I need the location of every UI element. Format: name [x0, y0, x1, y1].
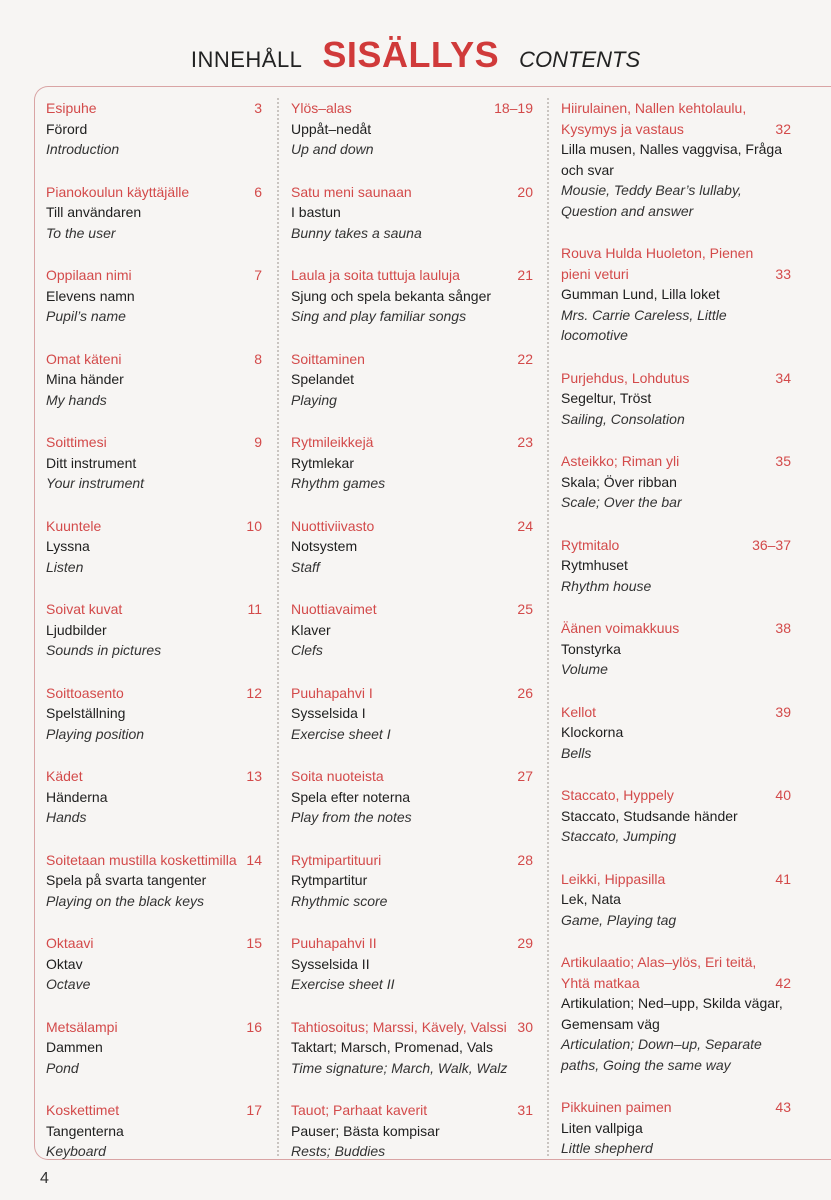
toc-title-swedish: Skala; Över ribban [561, 473, 677, 490]
toc-title-english: Staccato, Jumping [561, 828, 677, 844]
toc-page-number: 13 [246, 768, 262, 784]
toc-entry-title-row [291, 933, 533, 954]
toc-page-number: 15 [246, 935, 262, 951]
toc-title-swedish: Förord [46, 120, 88, 137]
toc-page-number: 29 [517, 935, 533, 951]
toc-title-english: Playing [291, 391, 337, 408]
toc-entry[interactable] [291, 933, 533, 995]
toc-title-swedish: Elevens namn [46, 287, 135, 304]
toc-page-number: 23 [517, 434, 533, 450]
toc-title-swedish: Klaver [291, 621, 331, 638]
toc-page-number: 41 [775, 870, 791, 887]
toc-entry[interactable] [291, 349, 533, 411]
toc-entry[interactable] [46, 1017, 262, 1079]
toc-title-finnish: Oktaavi [46, 935, 94, 951]
toc-title-english: Scale; Over the bar [561, 494, 682, 510]
toc-title-finnish: Pianokoulun käyttäjälle [46, 183, 190, 200]
contents-column-1 [46, 98, 262, 1184]
toc-entry[interactable] [46, 265, 262, 327]
toc-title-swedish: Taktart; Marsch, Promenad, Vals [291, 1039, 494, 1055]
title-swedish: INNEHÅLL [190, 47, 303, 72]
toc-entry-title-row [561, 535, 791, 556]
toc-entry[interactable] [46, 1100, 262, 1162]
toc-title-english: Staff [291, 558, 320, 575]
toc-title-swedish: Sysselsida II [291, 955, 370, 972]
toc-page-number: 31 [517, 1102, 533, 1118]
toc-title-finnish: Laula ja soita tuttuja lauluja [291, 267, 460, 283]
toc-entry[interactable] [291, 98, 533, 160]
toc-title-finnish: Metsälampi [46, 1018, 118, 1035]
toc-entry-title-row [561, 869, 791, 890]
toc-title-english: Playing on the black keys [46, 892, 204, 909]
toc-title-english: Game, Playing tag [561, 911, 677, 928]
toc-title-english: Rhythm games [291, 475, 386, 491]
toc-title-english: To the user [46, 224, 116, 241]
toc-entry-title-row [291, 683, 533, 704]
toc-entry-title-row [561, 952, 791, 993]
toc-title-swedish: Spelställning [46, 705, 126, 721]
contents-header [0, 34, 831, 84]
toc-title-finnish: Nuottiviivasto [291, 517, 375, 534]
toc-title-finnish: Soita nuoteista [291, 768, 384, 784]
toc-entry[interactable] [561, 535, 791, 597]
toc-page-number: 24 [517, 517, 533, 534]
toc-title-swedish: Spela efter noterna [291, 788, 411, 805]
toc-title-english: Hands [46, 809, 87, 825]
toc-title-swedish: Sjung och spela bekanta sånger [291, 287, 492, 304]
toc-entry-title-row [291, 599, 533, 620]
toc-title-swedish: Staccato, Studsande händer [561, 807, 738, 824]
toc-title-swedish: Händerna [46, 788, 108, 805]
toc-page-number: 25 [517, 601, 533, 617]
toc-entry-title-row [46, 599, 262, 620]
toc-title-english: Rhythmic score [291, 892, 388, 909]
toc-entry[interactable] [291, 1100, 533, 1162]
toc-entry-title-row [291, 766, 533, 787]
toc-title-finnish: Satu meni saunaan [291, 183, 412, 200]
toc-page-number: 9 [254, 434, 262, 450]
toc-title-finnish: Asteikko; Riman yli [561, 453, 680, 469]
toc-entry[interactable] [46, 98, 262, 160]
toc-entry[interactable] [561, 98, 791, 221]
toc-title-english: Time signature; March, Walk, Walz [291, 1059, 508, 1076]
toc-entry[interactable] [291, 1017, 533, 1079]
toc-entry-title-row [46, 98, 262, 119]
toc-title-english: Keyboard [46, 1143, 106, 1159]
toc-title-finnish: Kellot [561, 703, 597, 720]
toc-title-english: Clefs [291, 642, 323, 658]
toc-title-swedish: Pauser; Bästa kompisar [291, 1122, 440, 1139]
toc-page-number: 7 [254, 267, 262, 283]
toc-entry[interactable] [561, 1097, 791, 1159]
toc-title-finnish: Staccato, Hyppely [561, 787, 674, 803]
toc-entry-title-row [46, 683, 262, 704]
toc-title-english: Playing position [46, 725, 145, 742]
toc-page-number: 17 [246, 1102, 262, 1118]
toc-title-english: Exercise sheet II [291, 976, 395, 992]
toc-entry[interactable] [291, 850, 533, 912]
toc-page-number: 35 [775, 453, 791, 469]
toc-title-finnish: Soittaminen [291, 350, 365, 367]
toc-title-swedish: Ljudbilder [46, 621, 107, 638]
toc-title-english: Exercise sheet I [291, 725, 391, 742]
toc-title-english: Listen [46, 558, 84, 575]
toc-title-swedish: Liten vallpiga [561, 1119, 643, 1136]
toc-entry[interactable] [46, 182, 262, 244]
toc-entry-title-row [561, 368, 791, 389]
toc-title-finnish: Rytmileikkejä [291, 434, 374, 450]
toc-entry[interactable] [561, 368, 791, 430]
toc-title-finnish: Oppilaan nimi [46, 267, 132, 283]
toc-title-finnish: Pikkuinen paimen [561, 1099, 672, 1115]
toc-title-english: Bunny takes a sauna [291, 224, 422, 241]
toc-page-number: 27 [517, 768, 533, 784]
toc-title-swedish: Sysselsida I [291, 705, 366, 721]
toc-title-finnish: Kuuntele [46, 517, 102, 534]
toc-page-number: 38 [775, 620, 791, 636]
toc-title-swedish: Uppåt–nedåt [291, 120, 372, 137]
toc-entry[interactable] [561, 243, 791, 346]
toc-title-english: Sailing, Consolation [561, 410, 685, 427]
toc-title-swedish: Dammen [46, 1039, 103, 1055]
toc-entry-title-row [46, 1017, 262, 1038]
toc-entry-title-row [46, 933, 262, 954]
toc-title-english: Pupil’s name [46, 308, 126, 324]
toc-entry[interactable] [46, 933, 262, 995]
toc-title-finnish: Nuottiavaimet [291, 601, 377, 617]
toc-entry[interactable] [46, 683, 262, 745]
toc-entry-title-row [291, 850, 533, 871]
toc-entry[interactable] [46, 850, 262, 912]
toc-page-number: 20 [517, 183, 533, 200]
toc-page-number: 26 [517, 684, 533, 701]
toc-title-finnish: Purjehdus, Lohdutus [561, 369, 690, 386]
toc-page-number: 33 [775, 265, 791, 282]
toc-entry[interactable] [291, 599, 533, 661]
column-divider [547, 98, 549, 1156]
toc-title-finnish: Esipuhe [46, 100, 97, 116]
toc-title-swedish: I bastun [291, 204, 341, 220]
toc-title-swedish: Ditt instrument [46, 454, 137, 471]
toc-title-swedish: Mina händer [46, 371, 124, 387]
toc-title-english: Mrs. Carrie Careless, Little locomotive [561, 306, 727, 343]
toc-title-swedish: Rytmhuset [561, 557, 628, 573]
toc-title-swedish: Rytmlekar [291, 454, 355, 471]
toc-entry[interactable] [561, 618, 791, 680]
toc-title-finnish: Hiirulainen, Nallen kehtolaulu, Kysymys ja vastaus [561, 100, 747, 137]
toc-page-number: 6 [254, 183, 262, 200]
toc-entry[interactable] [561, 451, 791, 513]
toc-page-number: 42 [775, 974, 791, 991]
toc-entry-title-row [561, 618, 791, 639]
toc-page-number: 14 [246, 851, 262, 868]
toc-page-number: 32 [775, 120, 791, 137]
toc-title-finnish: Omat käteni [46, 350, 122, 367]
toc-title-finnish: Tahtiosoitus; Marssi, Kävely, Valssi [291, 1018, 507, 1035]
toc-page-number: 18–19 [494, 100, 533, 116]
toc-entry-title-row [561, 702, 791, 723]
page-number: 4 [40, 1170, 49, 1187]
toc-entry-title-row [561, 1097, 791, 1118]
toc-entry-title-row [291, 182, 533, 203]
toc-entry-title-row [291, 1100, 533, 1121]
toc-title-swedish: Till användaren [46, 204, 142, 220]
toc-page-number: 10 [246, 517, 262, 534]
toc-entry-title-row [561, 451, 791, 472]
toc-title-english: Rhythm house [561, 577, 652, 594]
toc-title-swedish: Notsystem [291, 538, 358, 554]
toc-entry[interactable] [291, 432, 533, 494]
toc-entry[interactable] [46, 349, 262, 411]
toc-page-number: 21 [517, 267, 533, 283]
toc-title-english: Introduction [46, 141, 120, 157]
toc-entry-title-row [46, 850, 262, 871]
toc-title-finnish: Soittimesi [46, 434, 107, 450]
toc-page-number: 16 [246, 1018, 262, 1035]
toc-entry-title-row [561, 243, 791, 284]
toc-title-english: Play from the notes [291, 809, 412, 825]
toc-entry[interactable] [291, 265, 533, 327]
toc-title-swedish: Lyssna [46, 538, 90, 554]
toc-title-english: Your instrument [46, 475, 145, 491]
toc-title-english: Pond [46, 1059, 79, 1076]
toc-entry[interactable] [291, 766, 533, 828]
toc-title-finnish: Tauot; Parhaat kaverit [291, 1102, 428, 1118]
toc-title-english: Articulation; Down–up, Separate paths, Going the same way [561, 1036, 762, 1073]
toc-title-finnish: Puuhapahvi II [291, 935, 377, 951]
toc-entry[interactable] [46, 599, 262, 661]
toc-title-finnish: Rouva Hulda Huoleton, Pienen pieni veturi [561, 245, 754, 282]
toc-entry[interactable] [561, 869, 791, 931]
toc-entry-title-row [46, 349, 262, 370]
toc-title-english: Rests; Buddies [291, 1143, 386, 1159]
toc-entry-title-row [291, 1017, 533, 1038]
toc-entry[interactable] [291, 516, 533, 578]
toc-page-number: 3 [254, 100, 262, 116]
toc-entry[interactable] [561, 952, 791, 1075]
toc-page-number: 12 [246, 684, 262, 701]
toc-entry[interactable] [561, 785, 791, 847]
toc-entry[interactable] [46, 432, 262, 494]
toc-entry[interactable] [46, 516, 262, 578]
toc-entry-title-row [46, 1100, 262, 1121]
toc-title-swedish: Spela på svarta tangenter [46, 872, 207, 888]
toc-page-number: 30 [517, 1018, 533, 1035]
toc-title-finnish: Soitetaan mustilla koskettimilla [46, 851, 237, 868]
toc-title-finnish: Puuhapahvi I [291, 684, 373, 701]
toc-entry[interactable] [46, 766, 262, 828]
toc-page-number: 22 [517, 350, 533, 367]
toc-title-finnish: Soivat kuvat [46, 601, 123, 617]
toc-page-number: 28 [517, 851, 533, 868]
toc-title-swedish: Klockorna [561, 724, 624, 740]
column-divider [277, 98, 279, 1156]
toc-title-finnish: Ylös–alas [291, 100, 352, 116]
toc-title-english: Little shepherd [561, 1140, 653, 1156]
toc-entry-title-row [291, 98, 533, 119]
toc-entry-title-row [46, 265, 262, 286]
toc-entry-title-row [291, 516, 533, 537]
toc-entry-title-row [46, 432, 262, 453]
toc-title-finnish: Leikki, Hippasilla [561, 870, 666, 887]
toc-title-swedish: Oktav [46, 955, 83, 972]
toc-title-english: Mousie, Teddy Bear’s lullaby, Question and answer [561, 182, 742, 219]
toc-title-swedish: Gumman Lund, Lilla loket [561, 286, 720, 302]
toc-title-finnish: Artikulaatio; Alas–ylös, Eri teitä, Yhtä matkaa [561, 954, 757, 991]
toc-title-finnish: Rytmipartituuri [291, 851, 382, 868]
toc-entry-title-row [561, 98, 791, 139]
toc-page-number: 40 [775, 787, 791, 803]
toc-entry-title-row [561, 785, 791, 806]
toc-entry[interactable] [291, 182, 533, 244]
toc-title-english: My hands [46, 391, 107, 408]
toc-title-english: Up and down [291, 141, 374, 157]
contents-column-2 [291, 98, 533, 1184]
toc-title-swedish: Rytmpartitur [291, 872, 368, 888]
toc-page-number: 8 [254, 350, 262, 367]
toc-page-number: 39 [775, 703, 791, 720]
toc-title-swedish: Artikulation; Ned–upp, Skilda vägar, Gemensam väg [561, 995, 783, 1032]
toc-entry[interactable] [291, 683, 533, 745]
toc-title-finnish: Kädet [46, 768, 83, 784]
toc-title-swedish: Tangenterna [46, 1122, 124, 1139]
toc-entry-title-row [291, 349, 533, 370]
toc-title-swedish: Lek, Nata [561, 891, 621, 907]
toc-title-finnish: Rytmitalo [561, 536, 620, 553]
toc-entry-title-row [46, 182, 262, 203]
toc-title-swedish: Lilla musen, Nalles vaggvisa, Fråga och svar [561, 141, 782, 178]
title-finnish: SISÄLLYS [322, 34, 500, 75]
title-english: CONTENTS [519, 47, 641, 72]
toc-entry-title-row [46, 516, 262, 537]
toc-entry-title-row [291, 265, 533, 286]
toc-page-number: 34 [775, 369, 791, 386]
toc-entry-title-row [46, 766, 262, 787]
toc-title-english: Volume [561, 661, 608, 677]
toc-title-english: Octave [46, 976, 91, 992]
toc-title-finnish: Koskettimet [46, 1102, 120, 1118]
toc-entry-title-row [291, 432, 533, 453]
toc-title-finnish: Soittoasento [46, 684, 124, 701]
toc-page-number: 11 [247, 601, 262, 617]
toc-title-english: Bells [561, 744, 592, 761]
toc-title-swedish: Spelandet [291, 371, 355, 387]
toc-title-finnish: Äänen voimakkuus [561, 620, 680, 636]
toc-title-english: Sing and play familiar songs [291, 308, 467, 324]
toc-title-swedish: Tonstyrka [561, 640, 621, 657]
toc-entry[interactable] [561, 702, 791, 764]
toc-title-swedish: Segeltur, Tröst [561, 390, 652, 406]
toc-page-number: 43 [775, 1099, 791, 1115]
toc-page-number: 36–37 [752, 536, 791, 553]
contents-column-3 [561, 98, 791, 1181]
toc-title-english: Sounds in pictures [46, 642, 162, 658]
